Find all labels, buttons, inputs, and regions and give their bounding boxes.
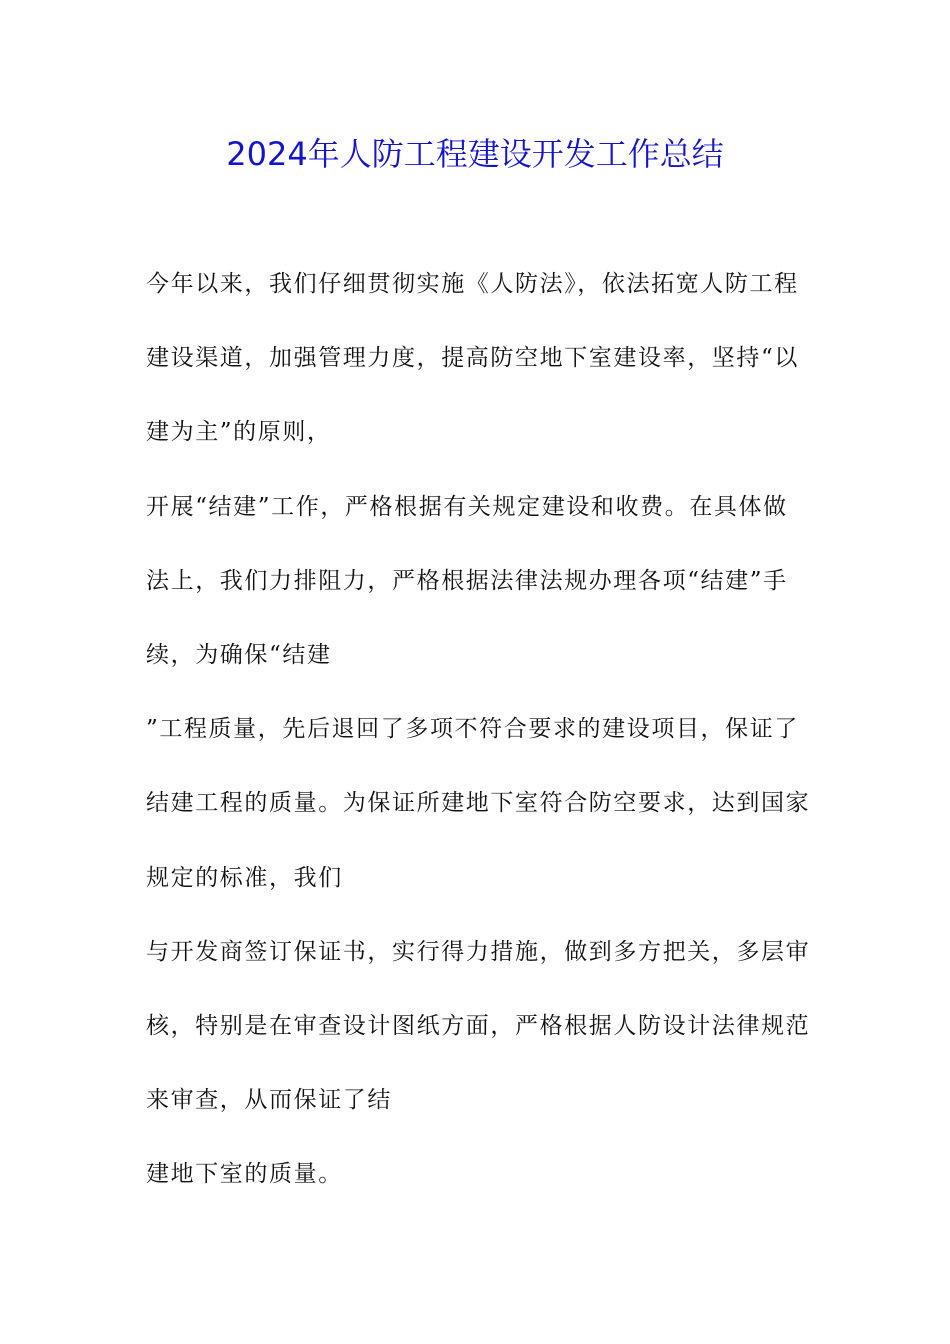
body-line: 开展“结建”工作，严格根据有关规定建设和收费。在具体做 <box>146 493 788 520</box>
document-title: 2024年人防工程建设开发工作总结 <box>226 135 724 173</box>
body-line: 法上，我们力排阻力，严格根据法律法规办理各项“结建”手 <box>146 567 788 594</box>
body-line: 建设渠道，加强管理力度，提高防空地下室建设率，坚持“以 <box>146 345 799 372</box>
body-line: 规定的标准，我们 <box>146 864 343 891</box>
body-line: 结建工程的质量。为保证所建地下室符合防空要求，达到国家 <box>146 790 811 817</box>
body-line: 续，为确保“结建 <box>146 641 332 668</box>
body-line: 与开发商签订保证书，实行得力措施，做到多方把关，多层审 <box>146 938 811 965</box>
document-body <box>146 262 811 1226</box>
body-line: 建为主”的原则， <box>146 419 332 446</box>
body-line: 建地下室的质量。 <box>146 1161 343 1188</box>
body-line: 来审查，从而保证了结 <box>146 1087 392 1114</box>
body-line: 今年以来，我们仔细贯彻实施《人防法》，依法拓宽人防工程 <box>146 271 799 297</box>
body-line: 核，特别是在审查设计图纸方面，严格根据人防设计法律规范 <box>146 1012 811 1039</box>
body-line: ”工程质量，先后退回了多项不符合要求的建设项目，保证了 <box>146 716 799 743</box>
